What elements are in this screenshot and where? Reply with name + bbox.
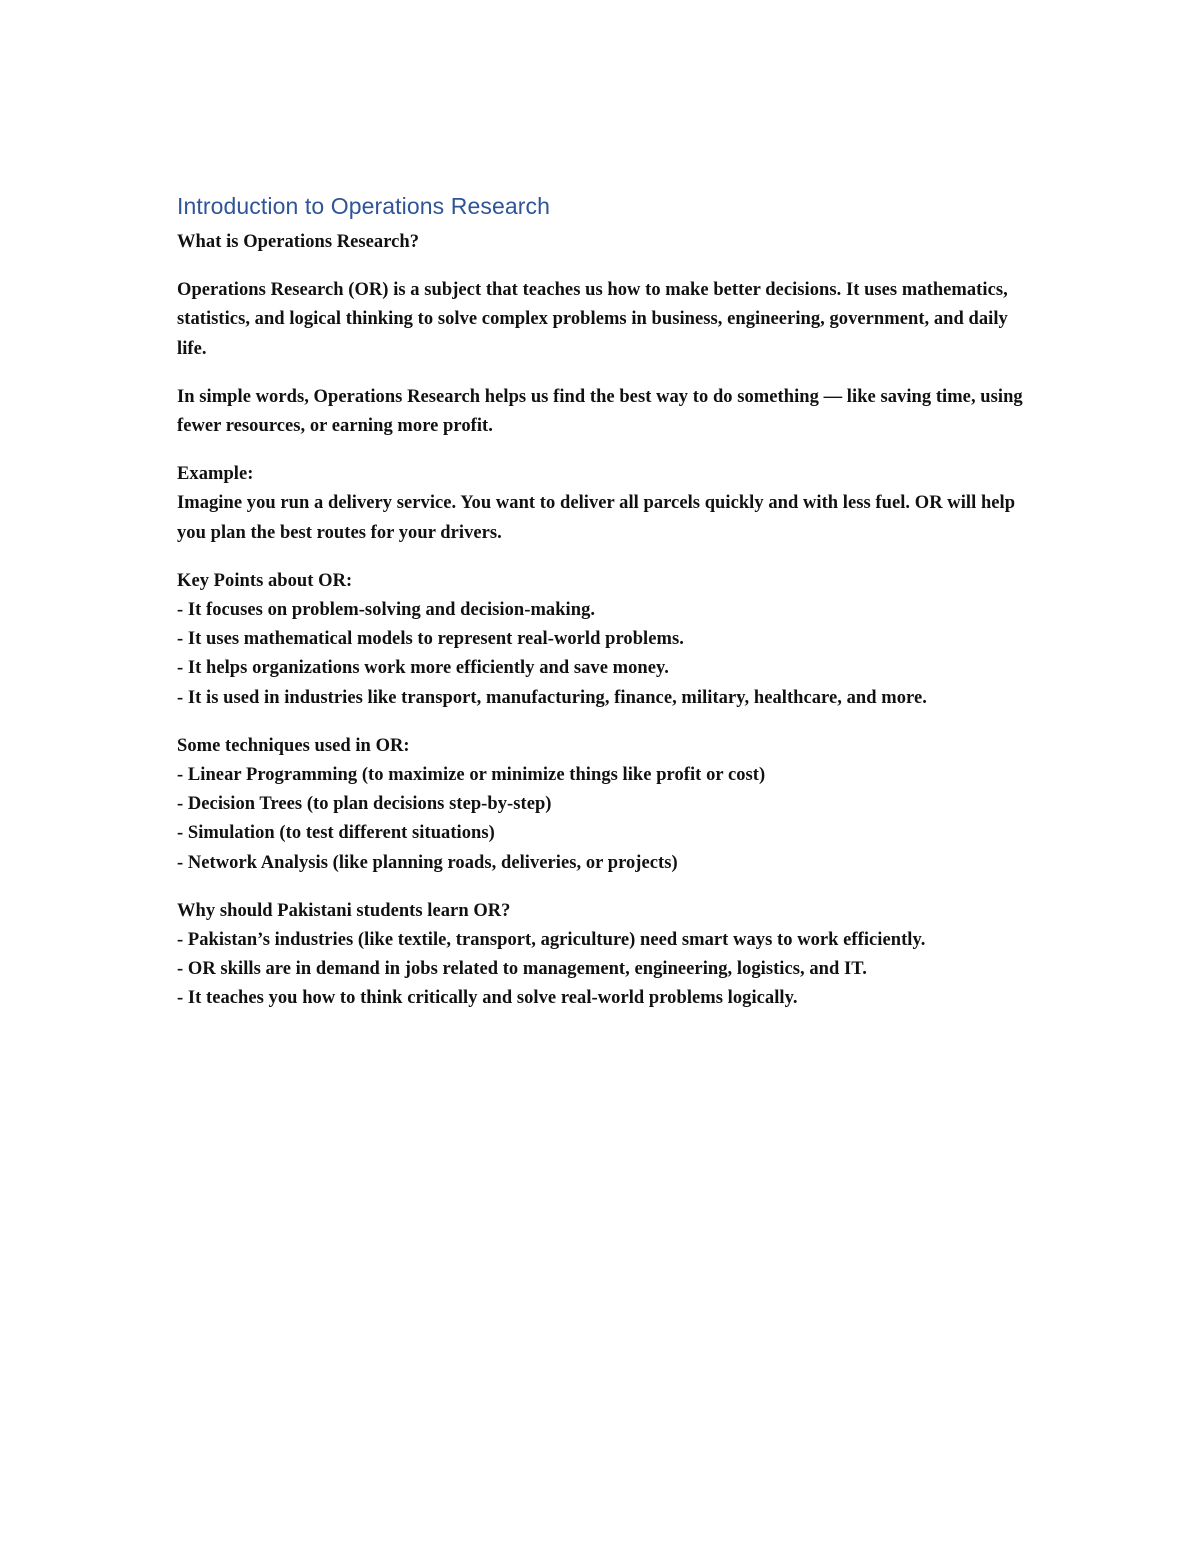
list-item: - It uses mathematical models to represent real-world problems. (177, 629, 684, 650)
list-item: - It focuses on problem-solving and decision-making. (177, 600, 596, 621)
key-points-heading: Key Points about OR: (177, 570, 353, 591)
list-item: - It helps organizations work more efficiently and save money. (177, 658, 669, 679)
techniques-list (177, 761, 1037, 878)
intro-paragraph: Operations Research (OR) is a subject that teaches us how to make better decisions. It uses mathematics, statistics, and logical thinking to solve complex problems in business, engineering, government, and daily life. (177, 280, 1008, 359)
why-learn-list (177, 926, 1037, 1014)
list-item: - OR skills are in demand in jobs related to management, engineering, logistics, and IT. (177, 959, 867, 980)
key-points-list (177, 596, 1037, 713)
list-item: - Decision Trees (to plan decisions step-by-step) (177, 794, 552, 815)
techniques-heading: Some techniques used in OR: (177, 735, 410, 756)
simple-words-paragraph: In simple words, Operations Research helps us find the best way to do something — like saving time, using fewer resources, or earning more profit. (177, 386, 1023, 437)
key-points-section (177, 567, 1037, 713)
list-item: - It is used in industries like transport, manufacturing, finance, military, healthcare, and more. (177, 687, 927, 708)
example-section (177, 460, 1037, 548)
techniques-section (177, 732, 1037, 878)
why-learn-heading: Why should Pakistani students learn OR? (177, 900, 511, 921)
document-body (177, 190, 1037, 1033)
list-item: - Simulation (to test different situations) (177, 823, 495, 844)
section-heading-what-is-or: What is Operations Research? (177, 232, 420, 252)
list-item: - Linear Programming (to maximize or minimize things like profit or cost) (177, 765, 766, 786)
list-item: - Pakistan’s industries (like textile, transport, agriculture) need smart ways to work efficiently. (177, 930, 926, 951)
list-item: - It teaches you how to think critically and solve real-world problems logically. (177, 988, 798, 1009)
example-heading: Example: (177, 464, 254, 485)
document-title: Introduction to Operations Research (177, 193, 550, 219)
example-text: Imagine you run a delivery service. You want to deliver all parcels quickly and with less fuel. OR will help you plan the best routes for your drivers. (177, 493, 1016, 543)
why-learn-section (177, 897, 1037, 1014)
list-item: - Network Analysis (like planning roads, deliveries, or projects) (177, 852, 678, 873)
